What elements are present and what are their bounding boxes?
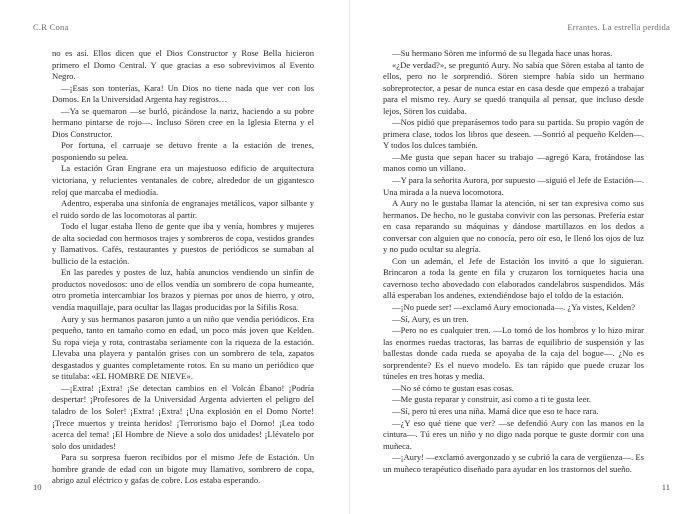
paragraph: —Sí, pero tú eres una niña. Mamá dice que eso te hace rara.	[392, 405, 599, 416]
author-running-head: C.R Cona	[33, 22, 69, 32]
paragraph: «¿De verdad?», se preguntó Aury. No sabía que Sören estaba al tanto de ellos, pero no le sorprendió. Sören siempre había sido un hermano sobreprotector, a pesar de nunca estar en casa desde que empezó a trabajar para el mismo rey. Aury se quedó tranquila al pensar, que incluso desde lejos, Sören los cuidaba.	[383, 59, 644, 116]
paragraph: Aury y sus hermanos pasaron junto a un niño que vendía periódicos. Era pequeño, tanto en tamaño como en edad, un poco más joven que Kelden. Su ropa vieja y rota, contrastaba seriamente con la riqueza de la estación. Llevaba una playera y pantalón grises con un sombrero de tela, zapatos desgastados y guantes completamente rotos. En su mano un periódico que se titulaba: «EL HOMBRE DE NIEVE».	[52, 313, 314, 382]
paragraph: Adentro, esperaba una sinfonía de engranajes metálicos, vapor silbante y el ruido sordo de las locomotoras al partir.	[52, 198, 314, 220]
paragraph: —Me gusta reparar y construir, así como a ti te gusta leer.	[392, 394, 591, 405]
right-page	[350, 0, 700, 514]
paragraph: La estación Gran Engrane era un majestuoso edificio de arquitectura victoriana, y relucientes ventanales de cobre, alrededor de un gigantesco reloj que marcaba el mediodía.	[52, 163, 314, 197]
paragraph: —Y para la señorita Aurora, por supuesto —siguió el Jefe de Estación—. Una mirada a la nueva locomotora.	[383, 175, 644, 197]
paragraph: —¡Aury! —exclamó avergonzado y se cubrió la cara de vergüenza—. Es un muñeco terapéutico diseñado para ayudar en los trastornos del sueño.	[383, 452, 644, 474]
paragraph: —Me gusta que sepan hacer su trabajo —agregó Kara, frotándose las manos como un villano.	[383, 151, 644, 174]
paragraph: A Aury no le gustaba llamar la atención, ni ser tan expresiva como sus hermanos. De hecho, no le gustaba convivir con las personas. Prefería estar en casa reparando su máquinas y dándose martillazos en los dedos a conversar con alguien que no conocía, pero oír eso, le llenó los ojos de luz y no pudo ocultar su alegría.	[383, 198, 644, 255]
paragraph: —Nos pidió que preparásemos todo para su partida. Su propio vagón de primera clase, todos los libros que deseen. —Sonrió al pequeño Kelden—. Y todos los dulces también.	[383, 117, 644, 151]
paragraph: Por fortuna, el carruaje se detuvo frente a la estación de trenes, posponiendo su pelea.	[52, 140, 314, 162]
paragraph: Todo el lugar estaba lleno de gente que iba y venía, hombres y mujeres de alta sociedad con hermosos trajes y sombreros de copa, vestidos grandes y llamativos. Cafés, restaurantes y puestos de periódicos se sumaban al bullicio de la estación.	[52, 221, 314, 266]
paragraph: —No sé cómo te gustan esas cosas.	[392, 382, 514, 393]
title-running-head: Errantes. La estrella perdida	[567, 22, 670, 32]
right-page-number: 11	[661, 482, 670, 492]
left-page-number: 10	[33, 482, 42, 492]
paragraph: Con un ademán, el Jefe de Estación los invitó a que lo siguieran. Brincaron a toda la gente en fila y cruzaron los torniquetes hacia una cavernoso techo abovedado con elaborados candelabros suspendidos. Más allá esperaban los andenes, extendiéndose bajo el toldo de la estación.	[383, 255, 644, 301]
paragraph: —¡No puede ser! —exclamó Aury emocionada—. ¿Ya vistes, Kelden?	[392, 302, 636, 313]
paragraph: —¡Extra! ¡Extra! ¡Se detectan cambios en el Volcán Ébano! ¡Podría despertar! ¡Profesores de la Universidad Argenta advierten el peligro del taladro de los Soler! ¡Extra! ¡Extra! ¡Una explosión en el Domo Norte! ¡Trece muertos y treinta heridos! ¡Terrorismo bajo el Domo! ¡Lea todo acerca del tema! ¡El Hombre de Nieve a solo dos unidades! ¡Llévatelo por solo dos unidades!	[52, 382, 314, 451]
left-page-body	[52, 48, 314, 487]
right-page-body	[383, 48, 644, 475]
paragraph: —¡Esas son tonterías, Kara! Un Dios no tiene nada que ver con los Domos. En la Universidad Argenta hay registros…	[52, 82, 314, 105]
paragraph: —Ya se quemaron —se burló, picándose la nariz, haciendo a su pobre hermano pintarse de rojo—. Incluso Sören cree en la Iglesia Eterna y el Dios Constructor.	[52, 105, 314, 139]
paragraph: —Pero no es cualquier tren. —Lo tomó de los hombros y lo hizo mirar las enormes ruedas tractoras, las barras de equilibrio de suspensión y las ballestas donde cada rueda se apoyaba de la caja del bogue—. ¿No es sorprendente? Es el nuevo modelo. Es tan rápido que puede cruzar los túneles en tres horas y media.	[383, 325, 644, 382]
paragraph: —Su hermano Sören me informó de su llegada hace unas horas.	[392, 48, 613, 58]
paragraph: —¿Y eso qué tiene que ver? —se defendió Aury con las manos en la cintura—. Tú eres un niño y no digo nada porque te guste dormir con una muñeca.	[383, 417, 644, 451]
paragraph: —Sí, Aury, es un tren.	[392, 313, 469, 324]
paragraph: no es así. Ellos dicen que el Dios Constructor y Rose Bella hicieron primero el Domo Central. Y que gracias a eso sobrevivimos al Evento Negro.	[52, 48, 314, 82]
paragraph: En las paredes y postes de luz, había anuncios vendiendo un sinfín de productos novedosos: uno de ellos vendía un sombrero de copa humeante, otro prometía intercambiar los brazos y piernas por unos de hierro, y otro, vendía maquillaje, para ocultar las llagas producidas por la Sífilis Rosa.	[52, 267, 314, 313]
paragraph: Para su sorpresa fueron recibidos por el mismo Jefe de Estación. Un hombre grande de edad con un bigote muy llamativo, sombrero de copa, abrigo azul eléctrico y gafas de cobre. Los estaba esperando.	[52, 452, 314, 486]
